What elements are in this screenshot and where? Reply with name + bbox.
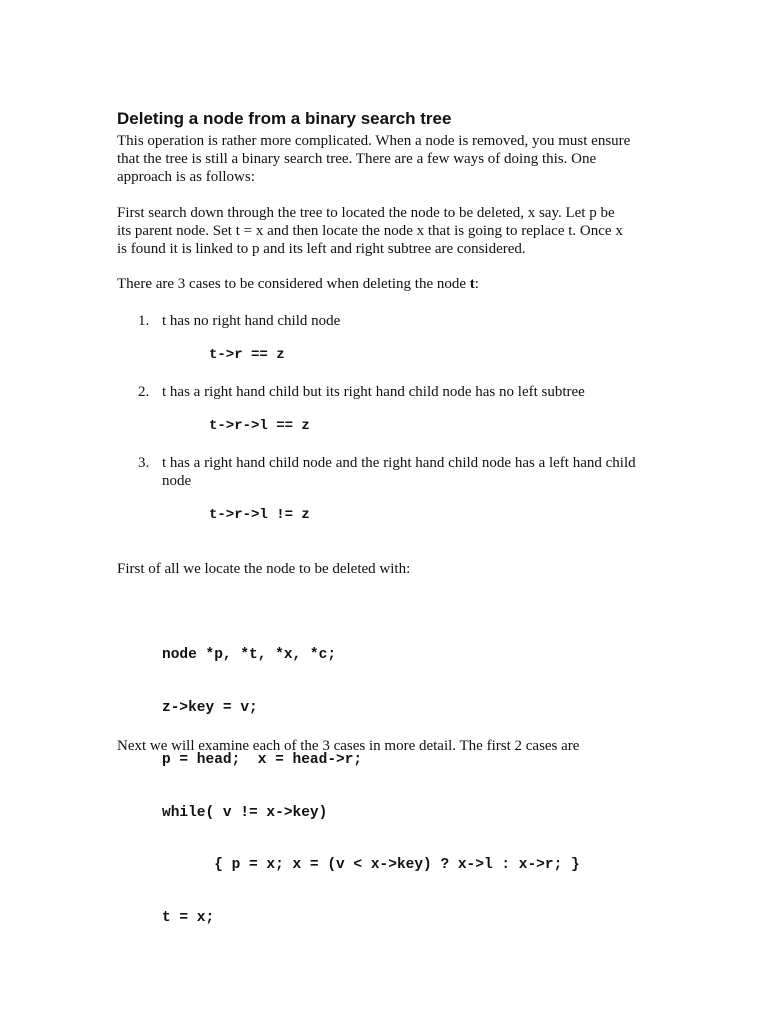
code-line: z->key = v;: [162, 699, 258, 716]
case-2-text: [162, 383, 585, 401]
cases-intro-paragraph: [117, 275, 677, 293]
intro-line: This operation is rather more complicated. When a node is removed, you must ensure: [117, 133, 631, 149]
section-heading: Deleting a node from a binary search tree: [117, 109, 452, 128]
search-paragraph: [117, 204, 677, 258]
cases-intro-node-name: t: [469, 276, 475, 292]
locate-line: First of all we locate the node to be deleted with:: [117, 561, 411, 577]
search-line: is found it is linked to p and its left and right subtree are considered.: [117, 241, 526, 257]
case-3-number: 3.: [138, 455, 150, 471]
case-3-line: t has a right hand child node and the right hand child node has a left hand child: [162, 455, 636, 471]
code-line: p = head; x = head->r;: [162, 752, 363, 768]
case-2-number: 2.: [138, 384, 150, 400]
case-1-line: t has no right hand child node: [162, 313, 341, 329]
search-line: First search down through the tree to located the node to be deleted, x say. Let p be: [117, 205, 615, 221]
cases-intro-text: There are 3 cases to be considered when deleting the node: [117, 276, 470, 292]
code-line: { p = x; x = (v < x->key) ? x->l : x->r; }: [162, 857, 580, 873]
cases-intro-suffix: :: [474, 276, 479, 292]
case-1-text: [162, 312, 340, 330]
case-1-number: 1.: [138, 313, 150, 329]
code-line: node *p, *t, *x, *c;: [162, 647, 337, 663]
next-paragraph: [117, 737, 677, 755]
search-line: its parent node. Set t = x and then locate the node x that is going to replace t. Once x: [117, 223, 623, 239]
locate-paragraph: [117, 560, 677, 578]
code-line: t = x;: [162, 909, 215, 926]
next-line: Next we will examine each of the 3 cases in more detail. The first 2 cases are: [117, 738, 580, 754]
code-block: [162, 612, 580, 962]
case-3-line: node: [162, 473, 192, 489]
case-3-code: t->r->l != z: [209, 507, 310, 523]
case-3-text: [162, 454, 636, 490]
intro-line: approach is as follows:: [117, 169, 255, 185]
case-2-line: t has a right hand child but its right hand child node has no left subtree: [162, 384, 585, 400]
case-1-code: t->r == z: [209, 347, 285, 363]
code-line: while( v != x->key): [162, 804, 328, 821]
intro-paragraph: [117, 132, 677, 186]
case-2-code: t->r->l == z: [209, 418, 310, 434]
intro-line: that the tree is still a binary search tree. There are a few ways of doing this. One: [117, 151, 597, 167]
